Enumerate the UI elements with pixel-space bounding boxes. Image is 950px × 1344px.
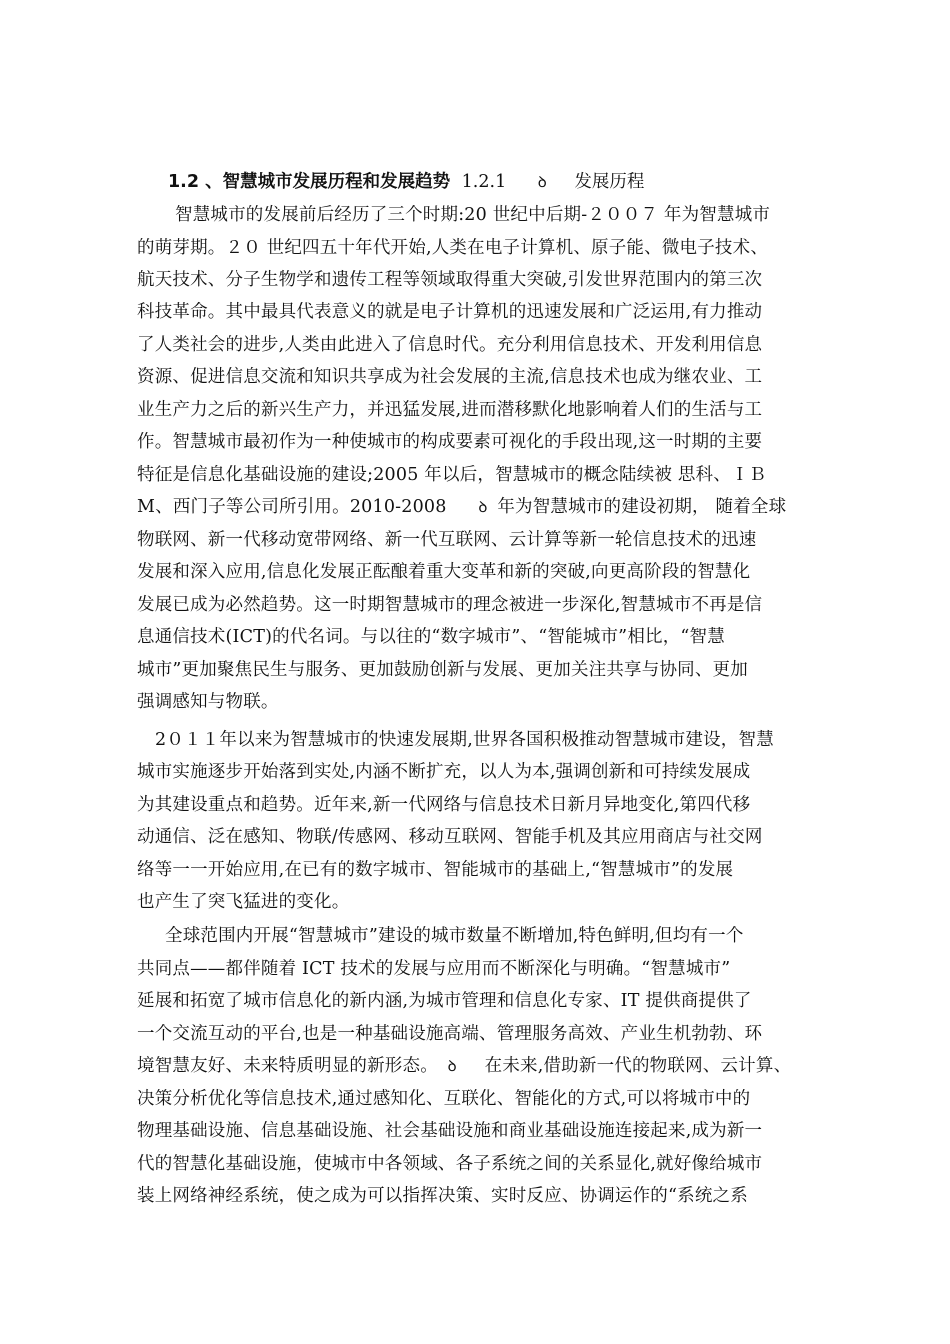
text-line: 科技革命。其中最具代表意义的就是电子计算机的迅速发展和广泛运用,有力推动	[137, 302, 763, 322]
bullet-glyph: ꝺ	[478, 498, 488, 516]
text-line: 共同点——都伴随着 ICT 技术的发展与应用而不断深化与明确。“智慧城市”	[137, 959, 731, 979]
text-line: 决策分析优化等信息技术,通过感知化、互联化、智能化的方式,可以将城市中的	[137, 1089, 751, 1109]
text-line	[137, 1054, 791, 1078]
text-line: 智慧城市的发展前后经历了三个时期:20 世纪中后期-２００７ 年为智慧城市	[175, 205, 771, 225]
text-line: 动通信、泛在感知、物联/传感网、移动互联网、智能手机及其应用商店与社交网	[137, 827, 763, 847]
text-line: 特征是信息化基础设施的建设;2005 年以后，智慧城市的概念陆续被 思科、ＩＢ	[137, 465, 767, 485]
text-line: 城市”更加聚焦民生与服务、更加鼓励创新与发展、更加关注共享与协同、更加	[137, 660, 748, 680]
text-line: 也产生了突飞猛进的变化。	[137, 892, 350, 912]
text-line: 物联网、新一代移动宽带网络、新一代互联网、云计算等新一轮信息技术的迅速	[137, 530, 757, 550]
text-line: 为其建设重点和趋势。近年来,新一代网络与信息技术日新月异地变化,第四代移	[137, 795, 751, 815]
text-line: 的萌芽期。２０ 世纪四五十年代开始,人类在电子计算机、原子能、微电子技术、	[137, 238, 769, 258]
text-line: 作。智慧城市最初作为一种使城市的构成要素可视化的手段出现,这一时期的主要	[137, 432, 763, 452]
text-line-part: 在未来,借助新一代的物联网、云计算、	[484, 1056, 792, 1076]
text-line: 全球范围内开展“智慧城市”建设的城市数量不断增加,特色鲜明,但均有一个	[165, 926, 744, 946]
text-line: 息通信技术(ICT)的代名词。与以往的“数字城市”、“智能城市”相比，“智慧	[137, 627, 725, 647]
text-line: 络等一一开始应用,在已有的数字城市、智能城市的基础上,“智慧城市”的发展	[137, 860, 734, 880]
subsection-title: 发展历程	[574, 172, 645, 192]
text-line: 业生产力之后的新兴生产力，并迅猛发展,进而潜移默化地影响着人们的生活与工	[137, 400, 763, 420]
text-line	[137, 495, 786, 519]
bullet-glyph: ꝺ	[537, 173, 547, 191]
text-line: 航天技术、分子生物学和遗传工程等领域取得重大突破,引发世界范围内的第三次	[137, 270, 763, 290]
text-line: 发展和深入应用,信息化发展正酝酿着重大变革和新的突破,向更高阶段的智慧化	[137, 562, 751, 582]
text-line: 代的智慧化基础设施，使城市中各领域、各子系统之间的关系显化,就好像给城市	[137, 1154, 763, 1174]
text-line: 2０１１年以来为智慧城市的快速发展期,世界各国积极推动智慧城市建设，智慧	[155, 730, 774, 750]
subsection-number: 1.2.1	[461, 172, 507, 192]
text-line: 了人类社会的进步,人类由此进入了信息时代。充分利用信息技术、开发利用信息	[137, 335, 763, 355]
section-heading	[168, 170, 644, 194]
text-line-part: M、西门子等公司所引用。2010-2008	[137, 497, 447, 517]
text-line: 发展已成为必然趋势。这一时期智慧城市的理念被进一步深化,智慧城市不再是信	[137, 595, 763, 615]
text-line: 强调感知与物联。	[137, 692, 279, 712]
text-line: 物理基础设施、信息基础设施、社会基础设施和商业基础设施连接起来,成为新一	[137, 1121, 763, 1141]
bullet-glyph: ꝺ	[447, 1057, 457, 1075]
text-line: 装上网络神经系统，使之成为可以指挥决策、实时反应、协调运作的“系统之系	[137, 1186, 748, 1206]
section-title: 1.2 、智慧城市发展历程和发展趋势	[168, 172, 451, 192]
text-line-part: 年为智慧城市的建设初期， 随着全球	[497, 497, 787, 517]
text-line: 延展和拓宽了城市信息化的新内涵,为城市管理和信息化专家、IT 提供商提供了	[137, 991, 752, 1011]
text-line: 一个交流互动的平台,也是一种基础设施高端、管理服务高效、产业生机勃勃、环	[137, 1024, 763, 1044]
text-line: 资源、促进信息交流和知识共享成为社会发展的主流,信息技术也成为继农业、工	[137, 367, 763, 387]
text-line-part: 境智慧友好、未来特质明显的新形态。	[137, 1056, 438, 1076]
text-line: 城市实施逐步开始落到实处,内涵不断扩充，以人为本,强调创新和可持续发展成	[137, 762, 751, 782]
